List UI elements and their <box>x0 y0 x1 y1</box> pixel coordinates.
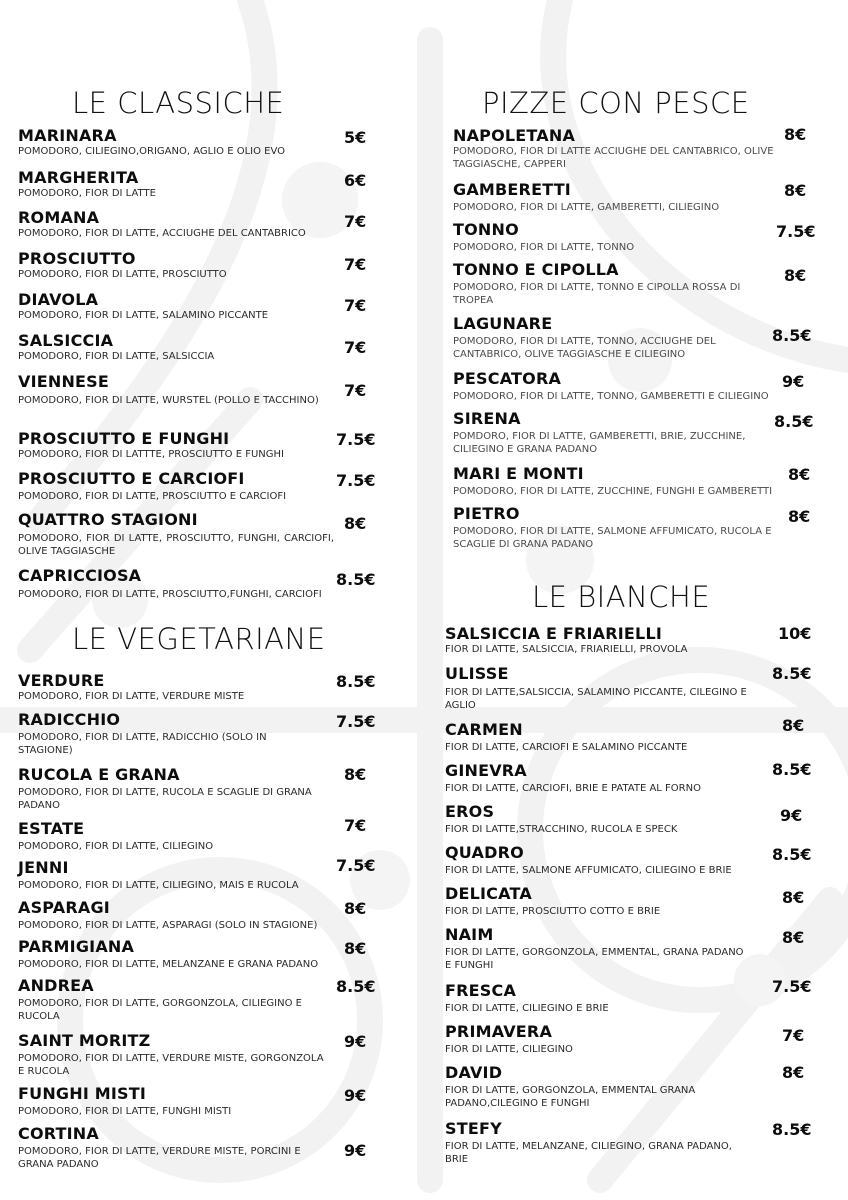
menu-item <box>18 469 334 503</box>
menu-item <box>18 765 318 812</box>
item-name: PROSCIUTTO E CARCIOFI <box>18 469 245 488</box>
item-description: POMODORO, FIOR DI LATTE, PROSCIUTTO, FUNGHI, CARCIOFI, OLIVE TAGGIASCHE <box>18 533 334 557</box>
menu-item <box>18 510 334 558</box>
item-description: FIOR DI LATTE, PROSCIUTTO COTTO E BRIE <box>445 906 661 917</box>
item-price: 7€ <box>344 816 367 835</box>
item-description: POMDORO, FIOR DI LATTE, GAMBERETTI, BRIE, ZUCCHINE, CILIEGINO E GRANA PADANO <box>453 431 746 455</box>
item-name: MARGHERITA <box>18 168 139 187</box>
menu-item <box>453 126 783 171</box>
item-description: POMODORO, FIOR DI LATTE, FUNGHI MISTI <box>18 1106 232 1117</box>
menu-item <box>445 624 765 656</box>
item-price: 7.5€ <box>336 430 376 449</box>
menu-item <box>18 858 328 892</box>
item-description: POMODORO, FIOR DI LATTE, VERDURE MISTE <box>18 691 245 702</box>
menu-item <box>18 290 334 322</box>
item-price: 9€ <box>782 372 805 391</box>
item-name: RUCOLA E GRANA <box>18 765 180 784</box>
item-description: POMODORO, FIOR DI LATTE, PROSCIUTTO <box>18 269 227 280</box>
item-price: 7.5€ <box>772 977 812 996</box>
item-description: FIOR DI LATTE, SALMONE AFFUMICATO, CILIEGINO E BRIE <box>445 865 732 876</box>
item-name: SIRENA <box>453 409 521 428</box>
item-name: PRIMAVERA <box>445 1022 553 1041</box>
menu-item <box>18 1031 328 1078</box>
item-description: POMODORO, CILIEGINO,ORIGANO, AGLIO E OLIO EVO <box>18 146 285 157</box>
item-name: STEFY <box>445 1119 502 1138</box>
item-price: 8€ <box>782 888 805 907</box>
item-price: 8.5€ <box>772 760 812 779</box>
item-price: 8.5€ <box>336 977 376 996</box>
menu-item <box>453 220 763 254</box>
item-price: 8.5€ <box>772 1120 812 1139</box>
item-description: FIOR DI LATTE, CILIEGINO <box>445 1044 573 1055</box>
item-description: POMODORO, FIOR DI LATTE, TONNO, ACCIUGHE DEL CANTABRICO, OLIVE TAGGIASCHE E CILIEGINO <box>453 336 716 360</box>
item-description: POMODORO, FIOR DI LATTE, GORGONZOLA, CILIEGINO E RUCOLA <box>18 998 302 1022</box>
menu-item <box>453 504 783 551</box>
section-title-pesce: PIZZE CON PESCE <box>482 86 750 120</box>
item-price: 7€ <box>344 296 367 315</box>
item-price: 8€ <box>782 716 805 735</box>
item-description: FIOR DI LATTE,SALSICCIA, SALAMINO PICCANTE, CILEGINO E AGLIO <box>445 687 747 711</box>
item-price: 7€ <box>782 1026 805 1045</box>
menu-item <box>18 898 334 932</box>
item-name: ROMANA <box>18 208 100 227</box>
item-description: POMODORO, FIOR DI LATTE, ASPARAGI (SOLO IN STAGIONE) <box>18 920 318 931</box>
item-name: ANDREA <box>18 976 94 995</box>
menu-item <box>445 1022 765 1056</box>
item-description: POMODORO, FIOR DI LATTE, CILIEGINO, MAIS E RUCOLA <box>18 880 299 891</box>
menu-item <box>445 843 765 877</box>
item-name: SAINT MORITZ <box>18 1031 151 1050</box>
item-description: FIOR DI LATTE, GORGONZOLA, EMMENTAL, GRANA PADANO E FUNGHI <box>445 947 744 971</box>
item-description: POMODORO, FIOR DI LATTE, MELANZANE E GRANA PADANO <box>18 959 319 970</box>
menu-item <box>18 710 288 757</box>
item-price: 8€ <box>344 899 367 918</box>
item-name: GINEVRA <box>445 761 527 780</box>
menu-item <box>18 819 318 853</box>
item-description: FIOR DI LATTE, CILIEGINO E BRIE <box>445 1003 609 1014</box>
menu-item <box>445 925 745 972</box>
menu-item <box>18 168 334 200</box>
item-price: 9€ <box>344 1141 367 1160</box>
item-name: PROSCIUTTO E FUNGHI <box>18 429 230 448</box>
item-price: 7€ <box>344 255 367 274</box>
item-name: ULISSE <box>445 664 509 683</box>
item-price: 8.5€ <box>772 664 812 683</box>
item-name: VERDURE <box>18 671 105 690</box>
item-name: RADICCHIO <box>18 710 121 729</box>
menu-item <box>445 802 765 836</box>
menu-item <box>18 249 334 281</box>
item-name: DIAVOLA <box>18 290 99 309</box>
item-price: 8.5€ <box>772 845 812 864</box>
item-price: 8€ <box>788 507 811 526</box>
item-price: 7.5€ <box>336 712 376 731</box>
item-name: TONNO E CIPOLLA <box>453 260 619 279</box>
item-name: FUNGHI MISTI <box>18 1084 147 1103</box>
menu-item <box>445 1063 735 1110</box>
menu-item <box>453 464 783 498</box>
item-price: 7€ <box>344 338 367 357</box>
item-name: DAVID <box>445 1063 503 1082</box>
item-name: ESTATE <box>18 819 85 838</box>
item-price: 10€ <box>778 624 812 643</box>
menu-item <box>18 937 334 971</box>
item-description: FIOR DI LATTE, CARCIOFI E SALAMINO PICCANTE <box>445 742 688 753</box>
item-price: 5€ <box>344 128 367 147</box>
item-name: PARMIGIANA <box>18 937 135 956</box>
item-price: 7.5€ <box>336 471 376 490</box>
item-price: 7.5€ <box>336 856 376 875</box>
item-name: SALSICCIA <box>18 331 114 350</box>
item-name: GAMBERETTI <box>453 180 571 199</box>
item-description: POMODORO, FIOR DI LATTTE, PROSCIUTTO E FUNGHI <box>18 449 284 460</box>
item-name: DELICATA <box>445 884 532 903</box>
item-name: JENNI <box>18 858 69 877</box>
item-description: POMODORO, FIOR DI LATTE, CILIEGINO <box>18 841 214 852</box>
item-description: POMODORO, FIOR DI LATTE, PROSCIUTTO E CARCIOFI <box>18 491 287 502</box>
item-description: POMODORO, FIOR DI LATTE, RADICCHIO (SOLO IN STAGIONE) <box>18 732 267 756</box>
section-title-classiche: LE CLASSICHE <box>72 86 285 120</box>
item-description: POMODORO, FIOR DI LATTE, GAMBERETTI, CILIEGINO <box>453 202 720 213</box>
menu-item <box>18 976 308 1023</box>
item-description: POMODORO, FIOR DI LATTE, RUCOLA E SCAGLIE DI GRANA PADANO <box>18 787 312 811</box>
item-price: 9€ <box>780 806 803 825</box>
menu-item <box>445 664 765 712</box>
item-name: NAIM <box>445 925 494 944</box>
item-description: POMODORO, FIOR DI LATTE, WURSTEL (POLLO E TACCHINO) <box>18 395 319 406</box>
section-title-bianche: LE BIANCHE <box>532 580 711 614</box>
menu-item <box>445 761 765 795</box>
menu-item <box>445 981 765 1015</box>
item-price: 8€ <box>344 765 367 784</box>
item-price: 6€ <box>344 171 367 190</box>
menu-item <box>453 260 763 307</box>
item-description: POMODORO, FIOR DI LATTE, TONNO E CIPOLLA ROSSA DI TROPEA <box>453 282 741 306</box>
item-description: POMODORO, FIOR DI LATTE ACCIUGHE DEL CANTABRICO, OLIVE TAGGIASCHE, CAPPERI <box>453 146 774 170</box>
item-price: 8€ <box>784 125 807 144</box>
item-description: POMODORO, FIOR DI LATTE, SALAMINO PICCANTE <box>18 310 269 321</box>
item-name: MARI E MONTI <box>453 464 584 483</box>
item-description: POMODORO, FIOR DI LATTE, ACCIUGHE DEL CANTABRICO <box>18 228 306 239</box>
item-price: 9€ <box>344 1086 367 1105</box>
menu-item <box>18 331 334 363</box>
item-name: VIENNESE <box>18 372 110 391</box>
section-title-vegetariane: LE VEGETARIANE <box>72 622 326 656</box>
menu-item <box>18 566 334 601</box>
item-description: POMODORO, FIOR DI LATTE, VERDURE MISTE, PORCINI E GRANA PADANO <box>18 1146 301 1170</box>
item-price: 7.5€ <box>776 222 816 241</box>
item-description: POMODORO, FIOR DI LATTE, SALSICCIA <box>18 351 215 362</box>
item-price: 8.5€ <box>772 326 812 345</box>
item-description: POMODORO, FIOR DI LATTE, ZUCCHINE, FUNGHI E GAMBERETTI <box>453 486 773 497</box>
item-name: CORTINA <box>18 1124 99 1143</box>
menu-item <box>453 369 783 403</box>
item-name: MARINARA <box>18 126 117 145</box>
item-price: 8€ <box>782 928 805 947</box>
menu-item <box>18 671 318 703</box>
item-description: FIOR DI LATTE, GORGONZOLA, EMMENTAL GRANA PADANO,CILEGINO E FUNGHI <box>445 1085 696 1109</box>
menu-item <box>18 208 334 240</box>
menu-item <box>18 372 334 407</box>
item-name: QUATTRO STAGIONI <box>18 510 198 529</box>
item-name: PESCATORA <box>453 369 562 388</box>
menu-item <box>453 180 783 214</box>
item-description: POMODORO, FIOR DI LATTE, TONNO, GAMBERETTI E CILIEGINO <box>453 391 769 402</box>
item-price: 8€ <box>344 514 367 533</box>
item-name: LAGUNARE <box>453 314 553 333</box>
item-description: FIOR DI LATTE, CARCIOFI, BRIE E PATATE AL FORNO <box>445 783 701 794</box>
item-price: 8€ <box>784 181 807 200</box>
item-name: EROS <box>445 802 495 821</box>
menu-item <box>18 1084 334 1118</box>
menu-item <box>18 429 334 461</box>
menu-item <box>445 720 765 754</box>
item-name: ASPARAGI <box>18 898 110 917</box>
item-name: FRESCA <box>445 981 517 1000</box>
item-price: 9€ <box>344 1032 367 1051</box>
menu-item <box>445 884 765 918</box>
item-name: SALSICCIA E FRIARIELLI <box>445 624 663 643</box>
item-name: QUADRO <box>445 843 524 862</box>
item-description: POMODORO, FIOR DI LATTE, PROSCIUTTO,FUNGHI, CARCIOFI <box>18 589 322 600</box>
item-price: 7€ <box>344 212 367 231</box>
menu-item <box>453 409 753 456</box>
item-price: 8.5€ <box>774 412 814 431</box>
item-description: POMODORO, FIOR DI LATTE, VERDURE MISTE, GORGONZOLA E RUCOLA <box>18 1053 324 1077</box>
item-price: 8.5€ <box>336 672 376 691</box>
item-price: 8€ <box>788 465 811 484</box>
item-name: CARMEN <box>445 720 523 739</box>
menu-item <box>18 1124 318 1171</box>
menu-item <box>453 314 763 361</box>
item-name: NAPOLETANA <box>453 126 576 145</box>
menu-item <box>18 126 334 158</box>
item-description: POMODORO, FIOR DI LATTE, SALMONE AFFUMICATO, RUCOLA E SCAGLIE DI GRANA PADANO <box>453 526 772 550</box>
item-price: 7€ <box>344 381 367 400</box>
item-price: 8€ <box>782 1063 805 1082</box>
item-price: 8€ <box>784 266 807 285</box>
item-description: POMODORO, FIOR DI LATTE, TONNO <box>453 242 635 253</box>
item-price: 8.5€ <box>336 570 376 589</box>
item-name: PIETRO <box>453 504 520 523</box>
item-description: FIOR DI LATTE, SALSICCIA, FRIARIELLI, PROVOLA <box>445 644 688 655</box>
item-name: TONNO <box>453 220 519 239</box>
item-description: FIOR DI LATTE,STRACCHINO, RUCOLA E SPECK <box>445 824 678 835</box>
item-price: 8€ <box>344 939 367 958</box>
item-name: CAPRICCIOSA <box>18 566 142 585</box>
item-description: FIOR DI LATTE, MELANZANE, CILIEGINO, GRANA PADANO, BRIE <box>445 1141 732 1165</box>
item-name: PROSCIUTTO <box>18 249 136 268</box>
menu-item <box>445 1119 755 1166</box>
item-description: POMODORO, FIOR DI LATTE <box>18 188 156 199</box>
